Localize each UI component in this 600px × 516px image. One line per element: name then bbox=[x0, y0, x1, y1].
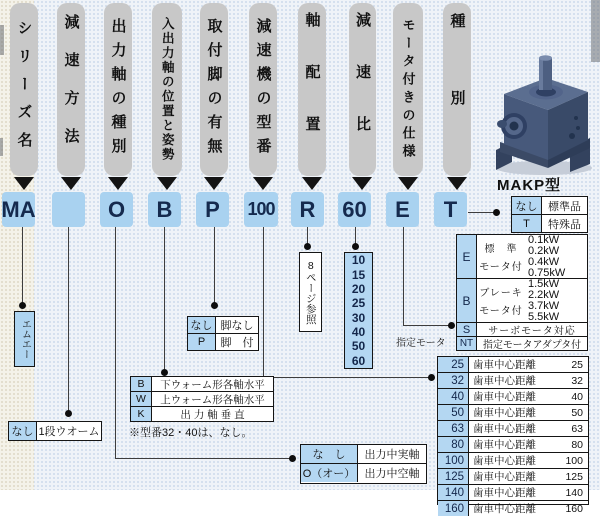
down-arrow-icon bbox=[398, 177, 418, 190]
size-value: 100 bbox=[565, 454, 583, 467]
connector-dot bbox=[65, 410, 72, 417]
type-desc: 特殊品 bbox=[541, 215, 587, 232]
output-shaft-desc: 出力中空軸 bbox=[357, 464, 426, 482]
mounting-desc: 脚なし bbox=[215, 317, 258, 333]
page-reference-text: 8ページ参照 bbox=[304, 259, 317, 325]
connector-line bbox=[22, 227, 23, 304]
size-desc: 歯車中心距離 bbox=[473, 375, 536, 387]
shaft-position-table bbox=[130, 376, 274, 422]
kw-value: 2.2kW bbox=[528, 289, 560, 301]
header-bar-reduction-method bbox=[57, 3, 85, 176]
table-row bbox=[512, 197, 587, 214]
product-model-label: MAKP型 bbox=[497, 177, 562, 194]
table-row bbox=[9, 422, 101, 440]
header-bar-label: 減速機の型番 bbox=[254, 17, 272, 162]
header-bar-label: 取付脚の有無 bbox=[205, 17, 223, 162]
code-box-motor-spec: E bbox=[386, 192, 419, 227]
type-code: なし bbox=[512, 197, 541, 214]
size-code: 32 bbox=[438, 373, 469, 388]
size-desc: 歯車中心距離 bbox=[473, 391, 536, 403]
size-desc: 歯車中心距離 bbox=[473, 439, 536, 451]
header-bar-output-shaft-type bbox=[104, 3, 132, 176]
connector-line bbox=[164, 227, 165, 371]
scan-artifact bbox=[0, 138, 3, 156]
table-row bbox=[438, 404, 588, 420]
mounting-code: なし bbox=[188, 317, 215, 333]
ratio-value: 20 bbox=[351, 281, 366, 296]
type-code: T bbox=[512, 215, 541, 232]
header-bar-mounting-leg bbox=[200, 3, 228, 176]
size-desc: 歯車中心距離 bbox=[473, 503, 536, 515]
size-value: 125 bbox=[565, 470, 583, 483]
motor-kw-list bbox=[525, 235, 587, 278]
header-bar-type bbox=[443, 3, 471, 176]
table-row bbox=[438, 357, 588, 372]
motor-label-line: 標 準 bbox=[484, 244, 518, 255]
connector-line bbox=[115, 458, 292, 459]
motor-desc: サーボモータ対応 bbox=[488, 326, 576, 337]
header-bar-series-name bbox=[10, 3, 38, 176]
table-row bbox=[131, 406, 273, 421]
table-row bbox=[438, 484, 588, 500]
size-value: 40 bbox=[571, 390, 583, 403]
kw-value: 0.1kW bbox=[528, 234, 560, 246]
motor-label bbox=[477, 279, 525, 322]
designated-motor-label: 指定モータ bbox=[396, 338, 446, 349]
down-arrow-icon bbox=[108, 177, 128, 190]
motor-label bbox=[477, 235, 525, 278]
table-row bbox=[188, 333, 258, 350]
kw-value: 0.4kW bbox=[528, 256, 560, 268]
size-value: 80 bbox=[571, 438, 583, 451]
down-arrow-icon bbox=[302, 177, 322, 190]
header-bar-label: 種別 bbox=[448, 12, 466, 167]
header-bar-shaft-position bbox=[152, 3, 182, 176]
size-value: 32 bbox=[571, 374, 583, 387]
header-bar-reducer-model bbox=[249, 3, 277, 176]
kw-value: 3.7kW bbox=[528, 300, 560, 312]
down-arrow-icon bbox=[14, 177, 34, 190]
size-value: 25 bbox=[571, 358, 583, 371]
down-arrow-icon bbox=[253, 177, 273, 190]
kw-value: 0.75kW bbox=[528, 267, 566, 279]
motor-code: NT bbox=[457, 337, 477, 350]
reduction-method-desc: 1段ウオーム bbox=[36, 422, 101, 440]
code-box-reducer-model: 100 bbox=[244, 192, 278, 227]
ratio-value: 15 bbox=[351, 267, 366, 282]
header-bar-label: 減速方法 bbox=[62, 13, 80, 166]
table-row bbox=[188, 317, 258, 333]
shaft-position-code: W bbox=[131, 392, 151, 406]
series-name-box bbox=[14, 311, 35, 367]
connector-line bbox=[263, 227, 264, 377]
gear-center-distance-table bbox=[437, 356, 589, 515]
mounting-desc: 脚 付 bbox=[215, 334, 258, 350]
motor-spec-table bbox=[456, 234, 588, 351]
table-row bbox=[457, 278, 587, 322]
motor-code: S bbox=[457, 323, 477, 336]
table-row bbox=[131, 377, 273, 391]
output-shaft-table bbox=[300, 444, 427, 484]
motor-label-line: モータ付 bbox=[479, 262, 523, 273]
down-arrow-icon bbox=[61, 177, 81, 190]
ratio-value: 25 bbox=[351, 296, 366, 311]
motor-code: B bbox=[457, 279, 477, 322]
connector-dot bbox=[428, 374, 435, 381]
table-row bbox=[438, 372, 588, 388]
reduction-method-code: なし bbox=[9, 422, 36, 440]
ratio-value: 40 bbox=[351, 325, 366, 340]
connector-line bbox=[403, 227, 404, 325]
code-box-type: T bbox=[434, 192, 467, 227]
motor-label-line: モータ付 bbox=[479, 306, 523, 317]
size-code: 25 bbox=[438, 357, 469, 372]
connector-line bbox=[263, 377, 431, 378]
connector-line bbox=[214, 227, 215, 304]
header-bar-label: 出力軸の種別 bbox=[109, 17, 127, 162]
scan-artifact bbox=[0, 25, 4, 55]
connector-dot bbox=[352, 243, 359, 250]
table-row bbox=[512, 214, 587, 232]
size-desc: 歯車中心距離 bbox=[473, 423, 536, 435]
table-row bbox=[438, 500, 588, 516]
shaft-position-note: ※型番32・40は、なし。 bbox=[129, 427, 253, 439]
type-desc: 標準品 bbox=[541, 197, 587, 214]
down-arrow-icon bbox=[447, 177, 467, 190]
output-shaft-code: な し bbox=[301, 445, 357, 463]
ratio-list-box bbox=[344, 252, 373, 369]
gear-reducer-photo bbox=[486, 50, 598, 178]
motor-desc: 指定モータアダプタ付 bbox=[482, 340, 582, 351]
header-bar-motor-spec bbox=[393, 3, 423, 176]
kw-value: 5.5kW bbox=[528, 311, 560, 323]
code-box-shaft-position: B bbox=[148, 192, 181, 227]
ratio-value: 50 bbox=[351, 339, 366, 354]
connector-dot bbox=[161, 369, 168, 376]
table-row bbox=[457, 235, 587, 278]
connector-dot bbox=[448, 322, 455, 329]
size-value: 160 bbox=[565, 502, 583, 515]
down-arrow-icon bbox=[157, 177, 177, 190]
code-box-mounting-leg: P bbox=[196, 192, 229, 227]
table-row bbox=[438, 468, 588, 484]
header-bar-label: シリーズ名 bbox=[15, 19, 33, 160]
down-arrow-icon bbox=[204, 177, 224, 190]
table-row bbox=[438, 420, 588, 436]
connector-dot bbox=[289, 455, 296, 462]
shaft-position-desc: 出 力 軸 垂 直 bbox=[151, 407, 273, 421]
table-row bbox=[438, 436, 588, 452]
size-desc: 歯車中心距離 bbox=[473, 471, 536, 483]
output-shaft-code: O（オー） bbox=[301, 464, 357, 482]
size-desc: 歯車中心距離 bbox=[473, 487, 536, 499]
shaft-position-desc: 上ウォーム形各軸水平 bbox=[151, 392, 273, 406]
ratio-value: 30 bbox=[351, 310, 366, 325]
size-desc: 歯車中心距離 bbox=[473, 455, 536, 467]
table-row bbox=[131, 391, 273, 406]
shaft-position-code: B bbox=[131, 377, 151, 391]
header-bar-label: 入出力軸の位置と姿勢 bbox=[160, 17, 175, 162]
down-arrow-icon bbox=[352, 177, 372, 190]
connector-line bbox=[68, 227, 69, 413]
header-bar-reduction-ratio bbox=[349, 3, 376, 176]
code-box-shaft-arrangement: R bbox=[291, 192, 324, 227]
table-row bbox=[438, 388, 588, 404]
table-row bbox=[301, 445, 426, 463]
size-code: 80 bbox=[438, 437, 469, 452]
size-code: 40 bbox=[438, 389, 469, 404]
header-bar-label: 減速比 bbox=[354, 11, 371, 168]
size-value: 63 bbox=[571, 422, 583, 435]
page-reference-box bbox=[299, 252, 322, 332]
code-box-series: MA bbox=[2, 192, 35, 227]
reduction-method-table bbox=[8, 421, 102, 441]
size-code: 100 bbox=[438, 453, 469, 468]
series-name-text: エムエー bbox=[19, 319, 31, 359]
type-table bbox=[511, 196, 588, 233]
size-code: 160 bbox=[438, 501, 469, 516]
kw-value: 0.2kW bbox=[528, 245, 560, 257]
size-code: 140 bbox=[438, 485, 469, 500]
output-shaft-desc: 出力中実軸 bbox=[357, 445, 426, 463]
connector-line bbox=[403, 325, 450, 326]
mounting-code: P bbox=[188, 334, 215, 350]
code-box-output-shaft-type: O bbox=[100, 192, 133, 227]
table-row bbox=[457, 336, 587, 350]
header-bar-shaft-arrangement bbox=[298, 3, 326, 176]
size-value: 140 bbox=[565, 486, 583, 499]
connector-line bbox=[468, 212, 495, 213]
header-bar-label: モータ付きの仕様 bbox=[400, 17, 416, 162]
connector-dot bbox=[304, 243, 311, 250]
mounting-leg-table bbox=[187, 316, 259, 351]
size-desc: 歯車中心距離 bbox=[473, 407, 536, 419]
kw-value: 1.5kW bbox=[528, 278, 560, 290]
motor-kw-list bbox=[525, 279, 587, 322]
size-code: 63 bbox=[438, 421, 469, 436]
size-code: 50 bbox=[438, 405, 469, 420]
table-row bbox=[301, 463, 426, 482]
ratio-value: 10 bbox=[351, 253, 366, 268]
size-value: 50 bbox=[571, 406, 583, 419]
table-row bbox=[438, 452, 588, 468]
connector-dot bbox=[493, 209, 500, 216]
connector-dot bbox=[211, 302, 218, 309]
shaft-position-code: K bbox=[131, 407, 151, 421]
motor-label-line: ブレーキ bbox=[479, 288, 523, 299]
connector-dot bbox=[19, 302, 26, 309]
header-bar-label: 軸配置 bbox=[303, 11, 321, 168]
ratio-value: 60 bbox=[351, 353, 366, 368]
code-box-reduction-ratio: 60 bbox=[338, 192, 371, 227]
size-desc: 歯車中心距離 bbox=[473, 359, 536, 371]
table-row bbox=[457, 322, 587, 336]
code-box-reduction-method bbox=[52, 192, 85, 227]
motor-code: E bbox=[457, 235, 477, 278]
size-code: 125 bbox=[438, 469, 469, 484]
shaft-position-desc: 下ウォーム形各軸水平 bbox=[151, 377, 273, 391]
connector-line bbox=[115, 227, 116, 458]
